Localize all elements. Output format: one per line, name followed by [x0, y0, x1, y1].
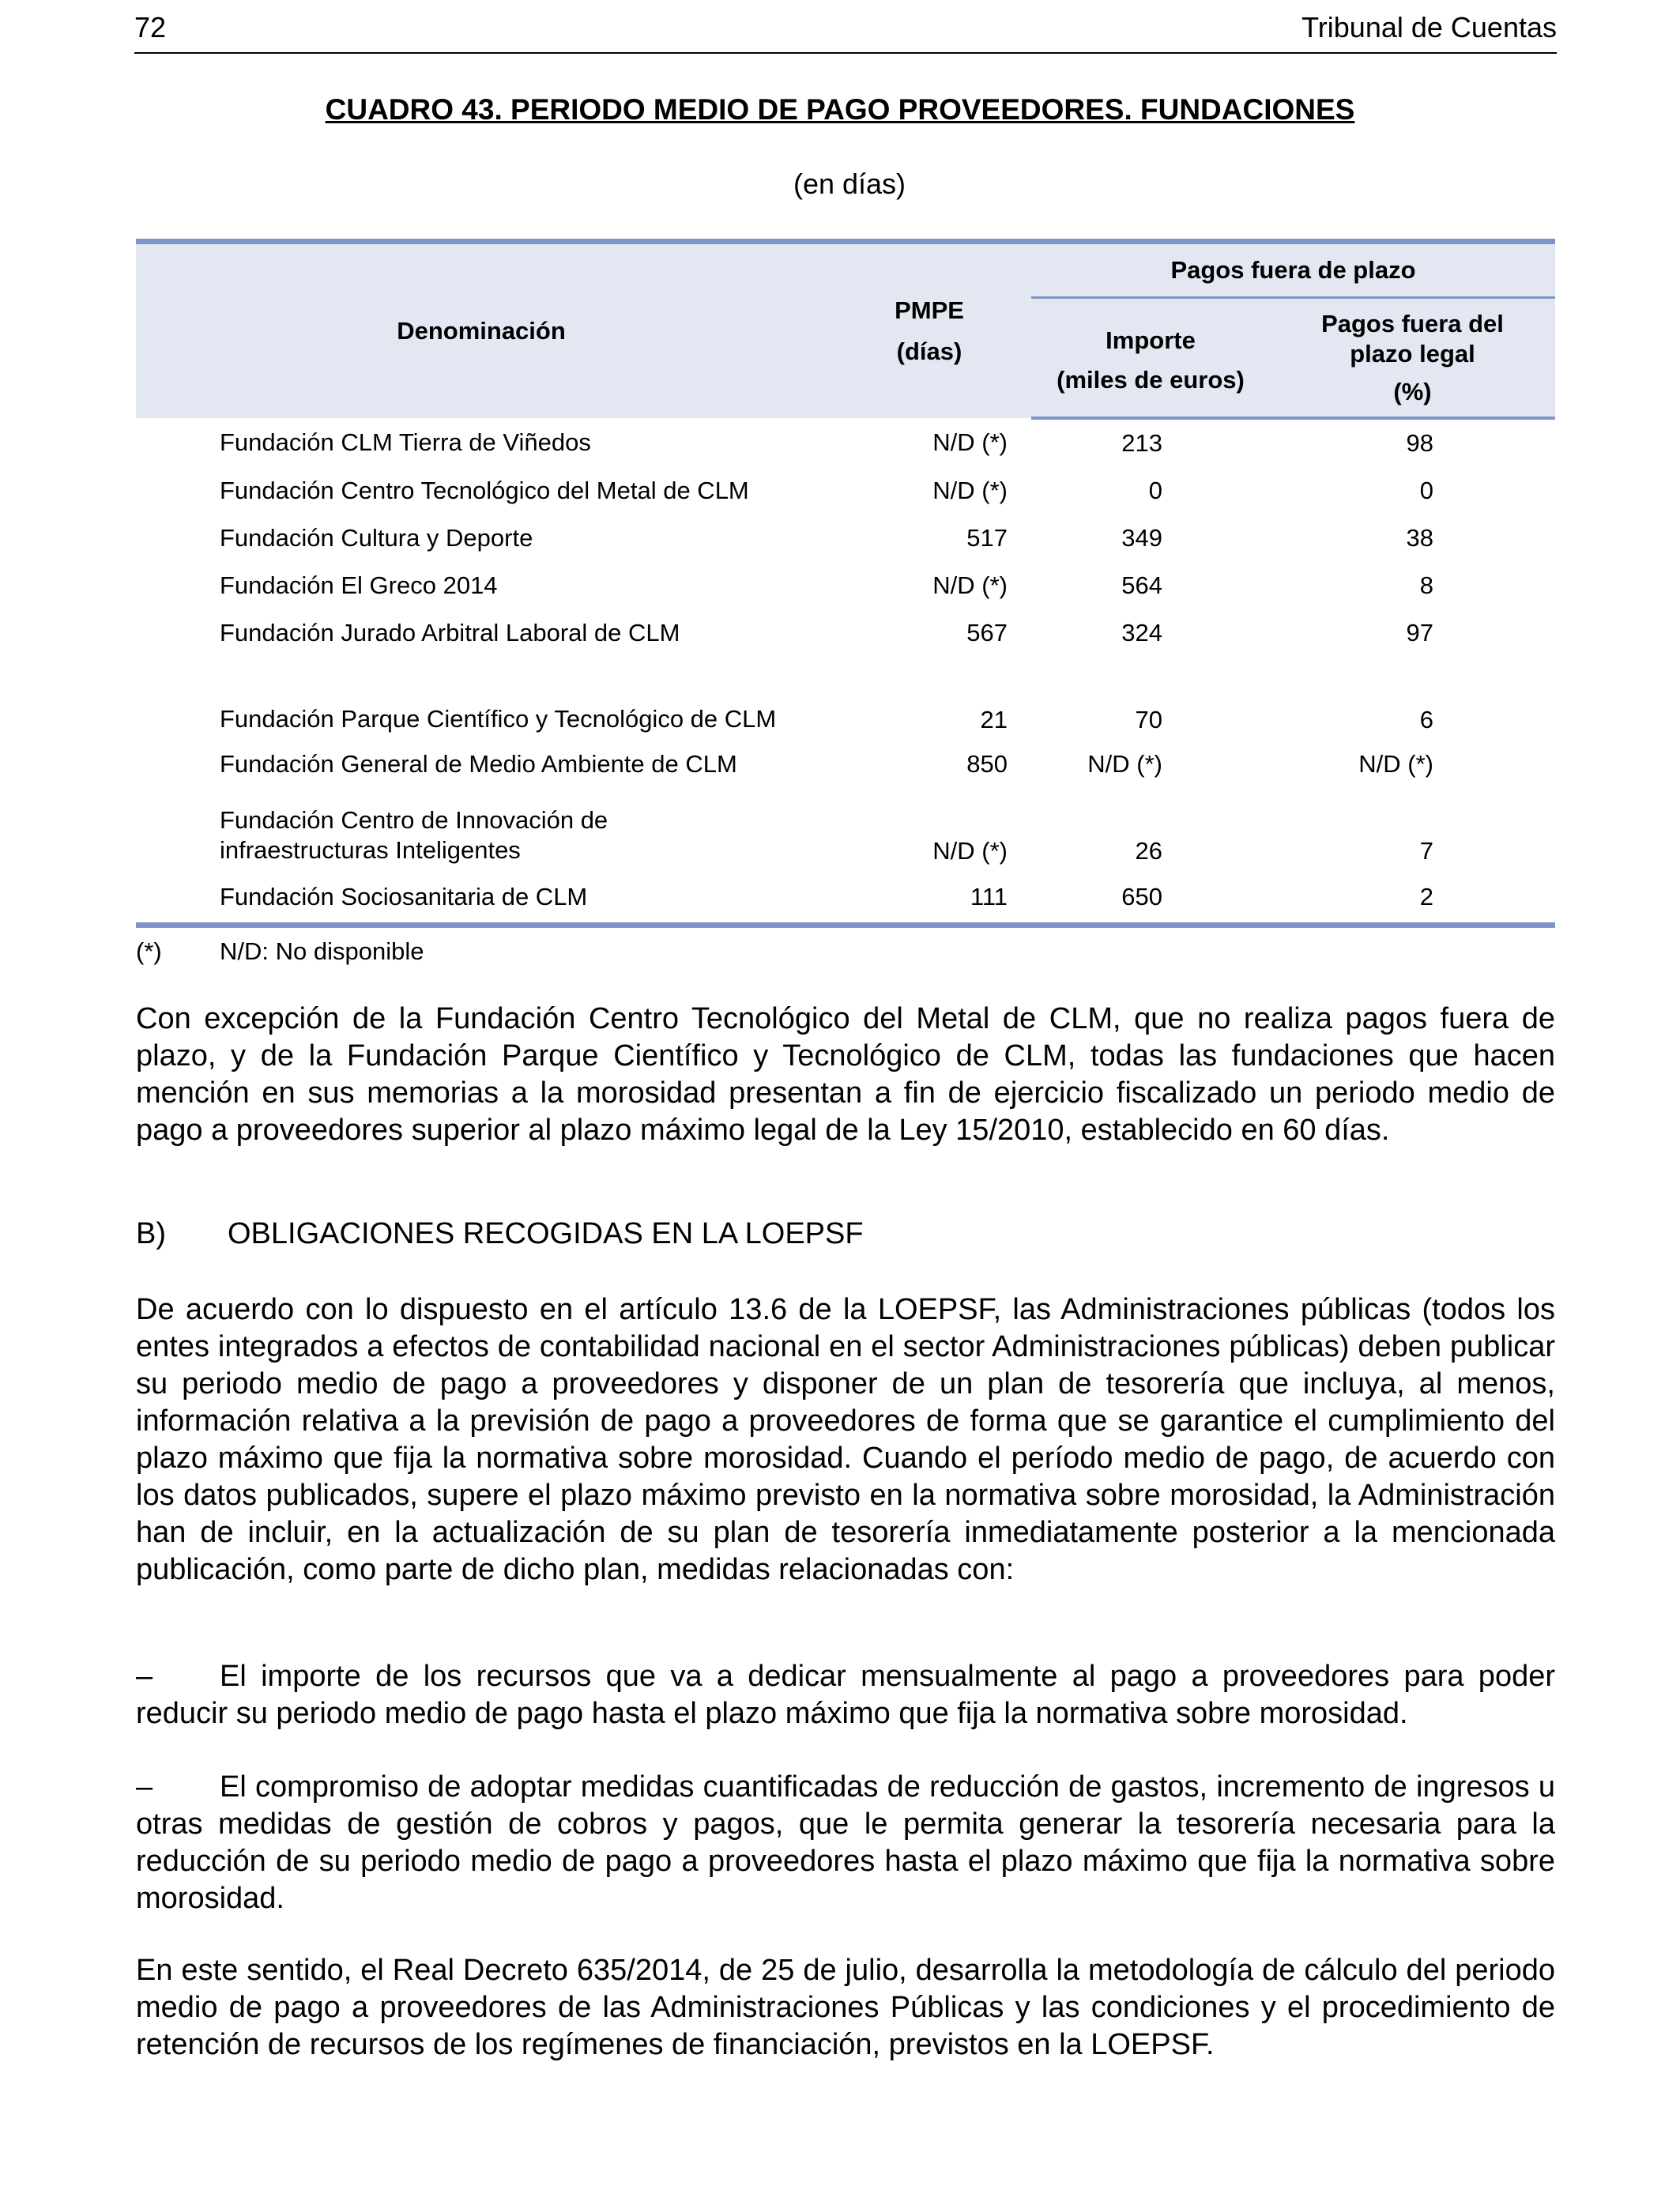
section-marker: B): [136, 1217, 166, 1250]
payment-period-table: [136, 239, 1555, 928]
organization-name: Tribunal de Cuentas: [1301, 11, 1557, 43]
table-row: Fundación Jurado Arbitral Laboral de CLM 567 324 97: [220, 619, 1433, 647]
page-header: [134, 11, 1557, 54]
paragraph-2: De acuerdo con lo dispuesto en el artículo 13.6 de la LOEPSF, las Administraciones públicas (todos los entes integrados a efectos de contabilidad nacional en el sector Administraciones públicas) deben publicar su periodo medio de pago a proveedores y disponer de un plan de tesorería que incluya, al menos, información relativa a la previsión de pago a proveedores de forma que se garantice el cumplimiento del plazo máximo que fija la normativa sobre morosidad. Cuando el período medio de pago, de acuerdo con los datos publicados, supere el plazo máximo previsto en la normativa sobre morosidad, la Administración han de incluir, en la actualización de su plan de tesorería inmediatamente posterior a la mencionada publicación, como parte de dicho plan, medidas relacionadas con:: [136, 1293, 1555, 1586]
bullet-1: – El importe de los recursos que va a dedicar mensualmente al pago a proveedores para poder reducir su periodo medio de pago hasta el plazo máximo que fija la normativa sobre morosidad.: [136, 1660, 1555, 1730]
bullet-marker: –: [136, 1660, 153, 1693]
table-row: Fundación General de Medio Ambiente de CLM 850 N/D (*) N/D (*): [220, 750, 1433, 778]
header-pct-fuera-plazo: Pagos fuera del plazo legal (%): [1270, 298, 1555, 419]
table-row: Fundación Centro Tecnológico del Metal de CLM N/D (*) 0 0: [220, 477, 1433, 504]
table-row: Fundación Sociosanitaria de CLM 111 650 2: [136, 872, 1555, 925]
bullet-marker: –: [136, 1770, 153, 1804]
section-title: OBLIGACIONES RECOGIDAS EN LA LOEPSF: [228, 1217, 864, 1250]
footnote-marker: (*): [136, 937, 162, 965]
paragraph-1: Con excepción de la Fundación Centro Tecnológico del Metal de CLM, que no realiza pagos fuera de plazo, y de la Fundación Parque Científico y Tecnológico de CLM, todas las fundaciones que hacen mención en sus memorias a la morosidad presentan a fin de ejercicio fiscalizado un periodo medio de pago a proveedores superior al plazo máximo legal de la Ley 15/2010, establecido en 60 días.: [136, 1002, 1555, 1147]
page-number: 72: [134, 11, 167, 43]
table-title: CUADRO 43. PERIODO MEDIO DE PAGO PROVEEDORES. FUNDACIONES: [325, 93, 1355, 126]
table-row: Fundación Cultura y Deporte 517 349 38: [220, 524, 1433, 552]
header-pagos-fuera-plazo: Pagos fuera de plazo: [1031, 242, 1555, 298]
table-row: Fundación CLM Tierra de Viñedos N/D (*) 213 98: [220, 428, 1433, 457]
header-denominacion: Denominación: [136, 242, 827, 419]
table-row: Fundación El Greco 2014 N/D (*) 564 8: [220, 571, 1433, 599]
table-row: Fundación Centro de Innovación de infraestructuras Inteligentes N/D (*) 26 7: [220, 806, 1433, 865]
table-subtitle: (en días): [793, 168, 906, 200]
paragraph-3: En este sentido, el Real Decreto 635/2014, de 25 de julio, desarrolla la metodología de cálculo del periodo medio de pago a proveedores de las Administraciones Públicas y las condiciones y el procedimiento de retención de recursos de los regímenes de financiación, previstos en la LOEPSF.: [136, 1954, 1555, 2061]
table-row: Fundación Parque Científico y Tecnológico de CLM 21 70 6: [220, 705, 1433, 733]
header-importe: Importe (miles de euros): [1031, 298, 1270, 419]
header-pmpe: PMPE (días): [827, 242, 1031, 419]
section-heading: [136, 1217, 864, 1251]
bullet-2: – El compromiso de adoptar medidas cuantificadas de reducción de gastos, incremento de ingresos u otras medidas de gestión de cobros y pagos, que le permita generar la tesorería necesaria para la reducción de su periodo medio de pago a proveedores hasta el plazo máximo que fija la normativa sobre morosidad.: [136, 1770, 1555, 1915]
footnote-text: N/D: No disponible: [220, 937, 424, 965]
